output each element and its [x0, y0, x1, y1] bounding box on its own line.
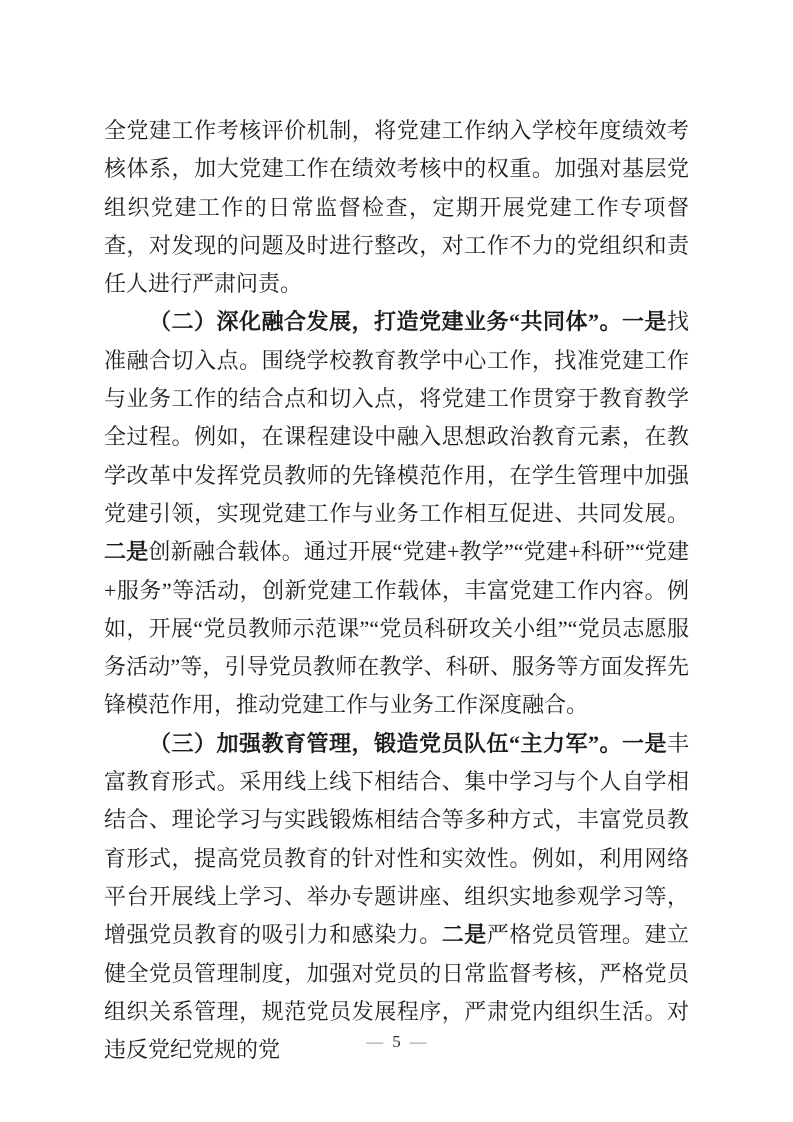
paragraph — [104, 303, 689, 724]
footer-dash-right: — — [409, 1032, 427, 1051]
page-number: 5 — [392, 1032, 401, 1051]
text-run: 创新融合载体。通过开展“党建+教学”“党建+科研”“党建+服务”等活动，创新党建工作载体，丰富党建工作内容。例如，开展“党员教师示范课”“党员科研攻关小组”“党员志愿服务活动”等，引导党员教师在教学、科研、服务等方面发挥先锋模范作用，推动党建工作与业务工作深度融合。 — [104, 539, 689, 718]
page-footer — [0, 1032, 793, 1052]
bold-text-run: （三）加强教育管理，锻造党员队伍“主力军”。 — [149, 730, 622, 756]
footer-dash-left: — — [366, 1032, 384, 1051]
bold-text-run: 二是 — [104, 539, 149, 565]
bold-text-run: （二）深化融合发展，打造党建业务“共同体”。 — [149, 309, 622, 335]
text-run: 丰富教育形式。采用线上线下相结合、集中学习与个人自学相结合、理论学习与实践锻炼相结合等多种方式，丰富党员教育形式，提高党员教育的针对性和实效性。例如，利用网络平台开展线上学习、举办专题讲座、组织实地参观学习等，增强党员教育的吸引力和感染力。 — [104, 730, 689, 948]
text-run: 找准融合切入点。围绕学校教育教学中心工作，找准党建工作与业务工作的结合点和切入点，将党建工作贯穿于教育教学全过程。例如，在课程建设中融入思想政治教育元素，在教学改革中发挥党员教师的先锋模范作用，在学生管理中加强党建引领，实现党建工作与业务工作相互促进、共同发展。 — [104, 309, 689, 526]
bold-text-run: 一是 — [621, 730, 667, 756]
text-run: 严格党员管理。建立健全党员管理制度，加强对党员的日常监督考核，严格党员组织关系管理，规范党员发展程序，严肃党内组织生活。对违反党纪党规的党 — [104, 922, 689, 1063]
bold-text-run: 二是 — [441, 922, 487, 948]
bold-text-run: 一是 — [621, 309, 667, 335]
paragraph — [104, 112, 689, 303]
document-body — [104, 112, 689, 1069]
paragraph — [104, 725, 689, 1070]
text-run: 全党建工作考核评价机制，将党建工作纳入学校年度绩效考核体系，加大党建工作在绩效考核中的权重。加强对基层党组织党建工作的日常监督检查，定期开展党建工作专项督查，对发现的问题及时进行整改，对工作不力的党组织和责任人进行严肃问责。 — [104, 118, 689, 297]
